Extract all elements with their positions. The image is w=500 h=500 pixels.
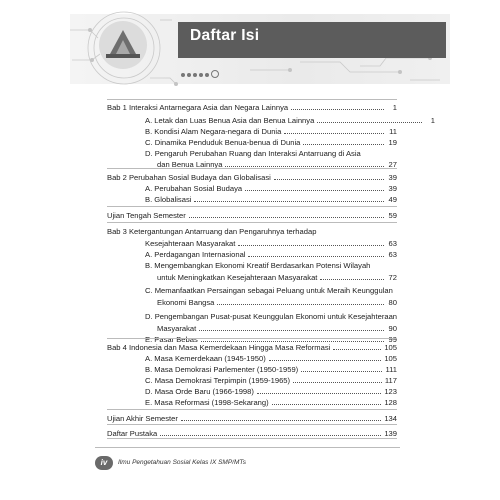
- toc-row[interactable]: Ujian Tengah Semester 59: [107, 211, 397, 221]
- toc-divider: [107, 424, 397, 425]
- toc-row[interactable]: B. Globalisasi 49: [145, 195, 397, 205]
- toc-row-continued[interactable]: Kesejahteraan Masyarakat 63: [145, 239, 397, 249]
- toc-row[interactable]: D. Pengaruh Perubahan Ruang dan Interaksi Antarruang di Asia: [145, 149, 361, 159]
- toc-row[interactable]: Daftar Pustaka 139: [107, 429, 397, 439]
- toc-divider: [107, 206, 397, 207]
- toc-divider: [107, 338, 397, 339]
- toc-row[interactable]: A. Masa Kemerdekaan (1945-1950) 105: [145, 354, 397, 364]
- toc-row-continued[interactable]: untuk Meningkatkan Kesejahteraan Masyarakat 72: [157, 273, 397, 283]
- toc-row[interactable]: Bab 1 Interaksi Antarnegara Asia dan Negara Lainnya 1: [107, 103, 397, 113]
- page-number-badge: iv: [95, 456, 113, 470]
- toc-row[interactable]: B. Kondisi Alam Negara-negara di Dunia 11: [145, 127, 397, 137]
- toc-row[interactable]: C. Dinamika Penduduk Benua-benua di Dunia 19: [145, 138, 397, 148]
- toc-divider: [107, 222, 397, 223]
- footer-rule: [95, 447, 400, 448]
- toc-row[interactable]: Bab 2 Perubahan Sosial Budaya dan Globalisasi 39: [107, 173, 397, 183]
- toc-row[interactable]: A. Perdagangan Internasional 63: [145, 250, 397, 260]
- toc-row[interactable]: E. Pasar Bebas 99: [145, 335, 397, 345]
- toc-row[interactable]: A. Letak dan Luas Benua Asia dan Benua Lainnya 1: [145, 116, 435, 126]
- book-title: Ilmu Pengetahuan Sosial Kelas IX SMP/MTs: [118, 459, 247, 466]
- toc-row[interactable]: D. Masa Orde Baru (1966-1998) 123: [145, 387, 397, 397]
- dot-decoration: [181, 64, 221, 82]
- toc-row[interactable]: D. Pengembangan Pusat-pusat Keunggulan Ekonomi untuk Kesejahteraan: [145, 312, 398, 322]
- toc-row[interactable]: Ujian Akhir Semester 134: [107, 414, 397, 424]
- toc-row[interactable]: B. Mengembangkan Ekonomi Kreatif Berdasarkan Potensi Wilayah: [145, 261, 371, 271]
- page-title: Daftar Isi: [190, 27, 260, 44]
- toc-divider: [107, 409, 397, 410]
- toc-row[interactable]: C. Memanfaatkan Persaingan sebagai Peluang untuk Meraih Keunggulan: [145, 286, 393, 296]
- toc-row-continued[interactable]: dan Benua Lainnya 27: [157, 160, 397, 170]
- toc-divider: [107, 168, 397, 169]
- toc-bottom-rule: [107, 438, 397, 439]
- toc-row-continued[interactable]: Ekonomi Bangsa 80: [157, 298, 397, 308]
- toc-row[interactable]: E. Masa Reformasi (1998-Sekarang) 128: [145, 398, 397, 408]
- toc-row[interactable]: B. Masa Demokrasi Parlementer (1950-1959) 111: [145, 365, 397, 375]
- toc-top-rule: [107, 99, 397, 100]
- monument-logo-icon: [96, 18, 150, 72]
- toc-row[interactable]: Bab 3 Ketergantungan Antarruang dan Pengaruhnya terhadap: [107, 227, 317, 237]
- toc-row[interactable]: Bab 4 Indonesia dan Masa Kemerdekaan Hingga Masa Reformasi 105: [107, 343, 397, 353]
- toc-row[interactable]: A. Perubahan Sosial Budaya 39: [145, 184, 397, 194]
- toc-row[interactable]: C. Masa Demokrasi Terpimpin (1959-1965) 117: [145, 376, 397, 386]
- toc-row-continued[interactable]: Masyarakat 90: [157, 324, 397, 334]
